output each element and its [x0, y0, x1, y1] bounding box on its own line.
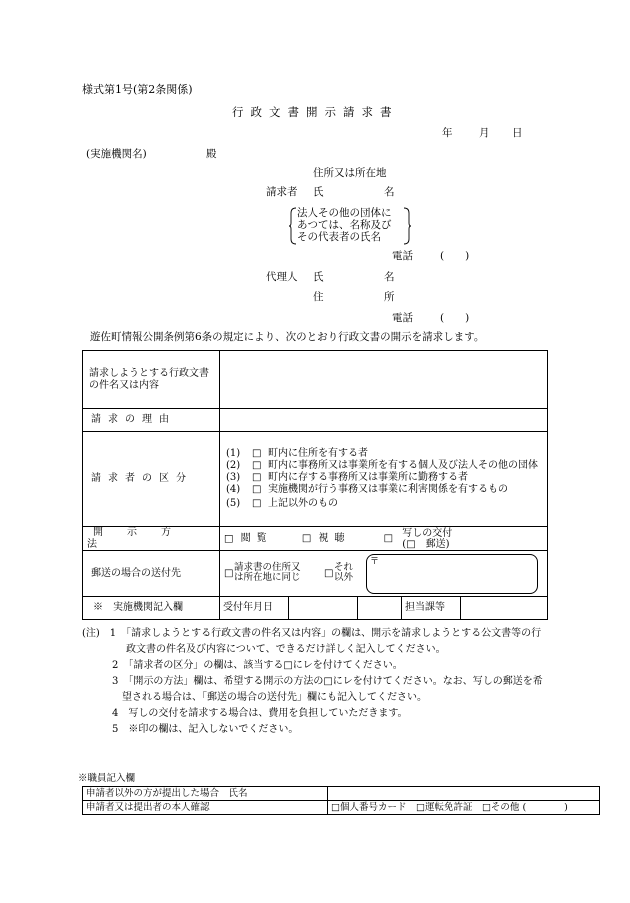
mail-option[interactable]: (□ 郵送) — [402, 538, 450, 550]
reason-label: 請求の理由 — [83, 409, 220, 432]
notes — [82, 626, 548, 738]
agent-address-label-2: 所 — [384, 291, 395, 303]
method-options — [220, 527, 548, 551]
intro-text: 遊佐町情報公開条例第6条の規定により、次のとおり行政文書の開示を請求します。 — [90, 331, 485, 343]
dept-label: 担当課等 — [402, 597, 461, 619]
postal-mark-icon: 〒 — [370, 557, 380, 567]
category-option[interactable]: (5) □ 上記以外のもの — [226, 498, 338, 509]
same-address-checkbox[interactable]: □ — [224, 568, 234, 579]
corp-note-line-2: あつては、名称及び — [297, 219, 392, 231]
receipt-date-field — [289, 597, 358, 619]
note-5: 5 ※印の欄は、記入しないでください。 — [112, 724, 299, 735]
office-use-label: ※ 実施機関記入欄 — [83, 597, 220, 620]
category-label: 請求者の区分 — [83, 432, 220, 527]
note-2: 2 「請求者の区分」の欄は、該当する□にレを付けてください。 — [112, 660, 403, 671]
address-dest-label: 郵送の場合の送付先 — [83, 551, 220, 597]
staff-heading: ※職員記入欄 — [78, 773, 136, 784]
month-label: 月 — [479, 127, 490, 139]
corp-note-line-1: 法人その他の団体に — [297, 207, 392, 219]
request-table — [82, 350, 548, 620]
addressee-honorific: 殿 — [206, 148, 217, 160]
receipt-date-label: 受付年月日 — [220, 597, 289, 619]
address-dest-field — [220, 551, 548, 597]
reason-field[interactable] — [220, 409, 548, 432]
checkbox[interactable]: □ — [252, 498, 262, 509]
agent-role: 代理人 — [266, 271, 298, 283]
copy-delivery-label: 写しの交付 — [402, 527, 453, 539]
staff-table — [82, 786, 600, 815]
year-label: 年 — [442, 127, 453, 139]
staff-row1-field — [328, 787, 600, 801]
category-option[interactable]: (2) □ 町内に事務所又は事業所を有する個人及び法人その他の団体 — [226, 460, 538, 471]
addressee-org: (実施機関名) — [86, 148, 147, 160]
note-3: 3 「開示の方法」欄は、希望する開示の方法の□にレを付けてください。なお、写しの郵送を希望される場合は、「郵送の場合の送付先」欄にも記入してください。 — [112, 676, 543, 703]
checkbox[interactable]: □ — [252, 472, 262, 483]
category-option[interactable]: (1) □ 町内に住所を有する者 — [226, 448, 368, 459]
agent-name-label-1: 氏 — [313, 271, 324, 283]
requester-address-label: 住所又は所在地 — [313, 167, 387, 179]
category-option[interactable]: (3) □ 町内に存する事務所又は事業所に勤務する者 — [226, 472, 468, 483]
checkbox[interactable]: □ — [383, 533, 394, 544]
note-4: 4 写しの交付を請求する場合は、費用を負担していただきます。 — [112, 708, 408, 719]
method-option-view: 閲覧 — [240, 533, 273, 544]
requester-name-label-1: 氏 — [313, 186, 324, 198]
same-address-option: 請求書の住所又は所在地に同じ — [234, 562, 301, 584]
category-option[interactable]: (4) □ 実施機関が行う事務又は事業に利害関係を有するもの — [226, 484, 508, 495]
agent-address-label-1: 住 — [313, 291, 324, 303]
checkbox[interactable]: □ — [252, 484, 262, 495]
requester-phone-parens: ( ) — [440, 250, 470, 262]
agent-phone-label: 電話 — [392, 312, 413, 324]
method-option-watch: 視聴 — [318, 533, 351, 544]
requester-phone-label: 電話 — [392, 250, 413, 262]
requester-role: 請求者 — [266, 186, 298, 198]
form-number: 様式第1号(第2条関係) — [82, 83, 193, 96]
note-1: (注) 1 「請求しようとする行政文書の件名又は内容」の欄は、開示を請求しようとする公文書等の行政文書の件名及び内容について、できるだけ詳しく記入してください。 — [82, 628, 542, 655]
agent-phone-parens: ( ) — [440, 312, 470, 324]
doc-name-field[interactable] — [220, 351, 548, 409]
corp-note — [289, 207, 411, 245]
office-use-fields — [220, 597, 548, 620]
category-options — [220, 432, 548, 527]
page-title: 行政文書開示請求書 — [232, 105, 399, 119]
other-address-input[interactable] — [366, 554, 538, 594]
checkbox[interactable]: □ — [301, 533, 312, 544]
other-address-checkbox[interactable]: □ — [324, 568, 334, 579]
day-label: 日 — [512, 127, 523, 139]
staff-id-options: □個人番号カード □運転免許証 □その他 ( ) — [328, 801, 600, 815]
doc-name-label: 請求しようとする行政文書の件名又は内容 — [83, 351, 220, 409]
staff-row1-label: 申請者以外の方が提出した場合 氏名 — [83, 787, 328, 801]
dept-field — [461, 597, 548, 619]
checkbox[interactable]: □ — [252, 448, 262, 459]
requester-name-label-2: 名 — [384, 186, 395, 198]
agent-name-label-2: 名 — [384, 271, 395, 283]
method-label: 開示方法 — [83, 527, 220, 551]
checkbox[interactable]: □ — [224, 533, 234, 544]
other-address-option: それ以外 — [334, 562, 354, 584]
checkbox[interactable]: □ — [252, 460, 262, 471]
staff-row2-label: 申請者又は提出者の本人確認 — [83, 801, 328, 815]
corp-note-line-3: その代表者の氏名 — [297, 231, 381, 243]
